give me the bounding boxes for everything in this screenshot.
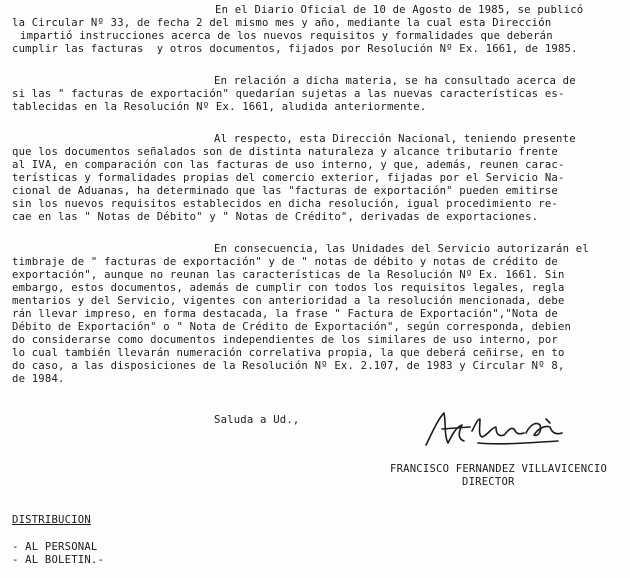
paragraph-2-line-1: En relación a dicha materia, se ha consultado acerca de <box>214 75 576 87</box>
paragraph-1-line-2: la Circular Nº 33, de fecha 2 del mismo mes y año, mediante la cual esta Dirección <box>12 17 552 29</box>
paragraph-3-line-1: Al respecto, esta Dirección Nacional, teniendo presente <box>214 133 576 145</box>
paragraph-3-line-4: terísticas y formalidades propias del comercio exterior, fijadas por el Servicio Na- <box>12 172 565 184</box>
paragraph-3-line-6: sin los nuevos requisitos establecidos en dicha resolución, igual procedimiento re- <box>12 198 558 210</box>
distribution-heading: DISTRIBUCION <box>12 514 91 526</box>
signer-title: DIRECTOR <box>462 476 515 488</box>
paragraph-4-line-6: rán llevar impreso, en forma destacada, la frase " Factura de Exportación","Nota de <box>12 308 558 320</box>
paragraph-1-line-4: cumplir las facturas y otros documentos, fijados por Resolución Nº Ex. 1661, de 1985. <box>12 43 578 55</box>
paragraph-4-line-10: do caso, a las disposiciones de la Resolución Nº Ex. 2.107, de 1983 y Circular Nº 8, <box>12 360 565 372</box>
paragraph-4-line-8: do considerarse como documentos independientes de los similares de uso interno, por <box>12 334 558 346</box>
signer-name: FRANCISCO FERNANDEZ VILLAVICENCIO <box>390 463 608 475</box>
handwritten-signature <box>418 405 578 455</box>
paragraph-4-line-5: mentarios y del Servicio, vigentes con anterioridad a la resolución mencionada, debe <box>12 295 565 307</box>
paragraph-4-line-11: de 1984. <box>12 373 65 385</box>
paragraph-1-line-1: En el Diario Oficial de 10 de Agosto de 1985, se publicó <box>215 4 584 16</box>
paragraph-1-line-3: impartió instrucciones acerca de los nuevos requisitos y formalidades que deberán <box>20 30 553 42</box>
paragraph-3-line-5: cional de Aduanas, ha determinado que las "facturas de exportación" pueden emitirse <box>12 185 558 197</box>
paragraph-3-line-7: cae en las " Notas de Débito" y " Notas de Crédito", derivadas de exportaciones. <box>12 211 539 223</box>
paragraph-3-line-3: al IVA, en comparación con las facturas de uso interno, y que, además, reunen carac- <box>12 159 565 171</box>
paragraph-4-line-1: En consecuencia, las Unidades del Servicio autorizarán el <box>214 243 589 255</box>
paragraph-3-line-2: que los documentos señalados son de distinta naturaleza y alcance tributario frente <box>12 146 558 158</box>
paragraph-4-line-2: timbraje de " facturas de exportación" y de " notas de débito y notas de crédito de <box>12 256 558 268</box>
paragraph-2-line-2: si las " facturas de exportación" quedarían sujetas a las nuevas características es- <box>12 88 565 100</box>
distribution-item-boletin: - AL BOLETIN.- <box>12 554 105 566</box>
distribution-item-personal: - AL PERSONAL <box>12 541 98 553</box>
closing-greeting: Saluda a Ud., <box>214 414 300 426</box>
paragraph-4-line-9: lo cual también llevarán numeración correlativa propia, la que deberá ceñirse, en to <box>12 347 565 359</box>
paragraph-2-line-3: tablecidas en la Resolución Nº Ex. 1661, aludida anteriormente. <box>12 101 427 113</box>
paragraph-4-line-3: exportación", aunque no reunan las características de la Resolución Nº Ex. 1661. Sin <box>12 269 565 281</box>
paragraph-4-line-4: embargo, estos documentos, además de cumplir con todos los requisitos legales, regla <box>12 282 565 294</box>
paragraph-4-line-7: Débito de Exportación" o " Nota de Crédito de Exportación", según corresponda, debien <box>12 321 572 333</box>
